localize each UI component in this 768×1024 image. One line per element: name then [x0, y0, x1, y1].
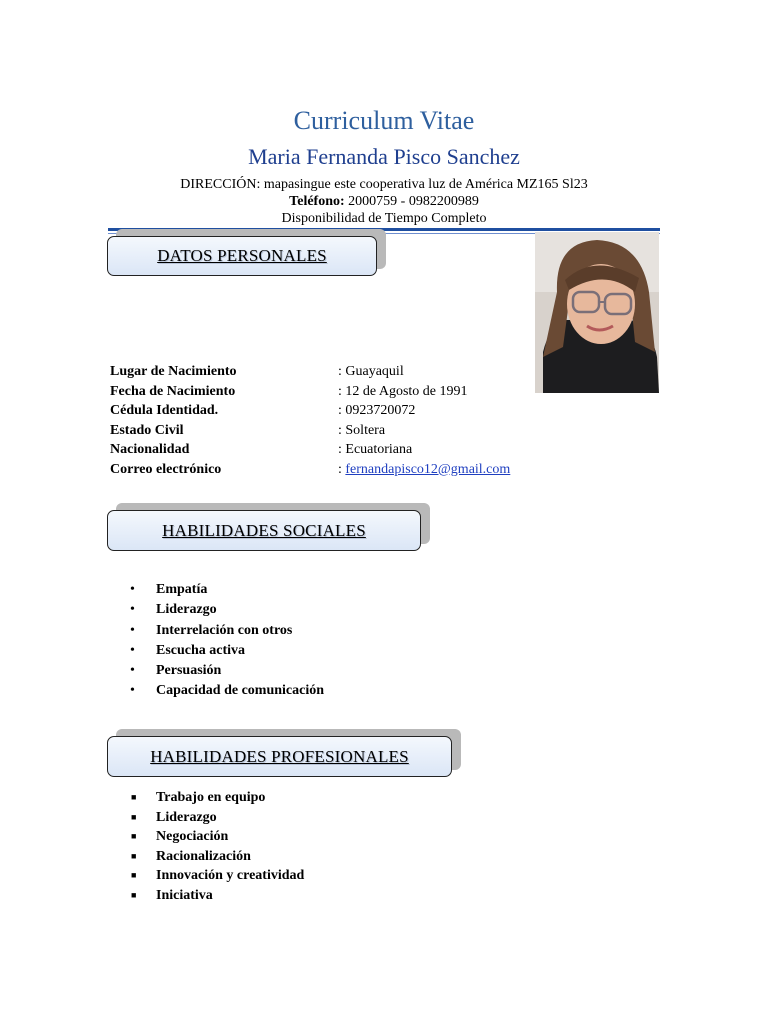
section-header-box: [107, 510, 421, 551]
data-label: Correo electrónico: [110, 461, 222, 477]
bullet-icon: •: [130, 663, 135, 679]
skill-label: Escucha activa: [156, 642, 246, 658]
square-bullet-icon: ■: [131, 811, 137, 822]
data-label: Nacionalidad: [110, 442, 190, 457]
bullet-icon: •: [130, 582, 135, 597]
personal-data-table: [110, 362, 630, 479]
section-title: DATOS PERSONALES: [157, 246, 327, 265]
availability-line: Disponibilidad de Tiempo Completo: [281, 211, 487, 226]
list-item: [130, 886, 304, 906]
data-row-birthplace: [110, 362, 630, 382]
social-skills-list: [130, 580, 324, 702]
address-line: DIRECCIÓN: mapasingue este cooperativa luz de América MZ165 Sl23: [180, 177, 588, 192]
square-bullet-icon: ■: [131, 889, 137, 900]
list-item: [130, 580, 324, 600]
list-item: [130, 681, 324, 701]
data-row-nationality: [110, 440, 630, 460]
candidate-name: Maria Fernanda Pisco Sanchez: [248, 144, 520, 169]
data-label: Estado Civil: [110, 422, 184, 438]
skill-label: Interrelación con otros: [156, 622, 293, 638]
skill-label: Capacidad de comunicación: [156, 683, 325, 699]
professional-skills-list: [130, 788, 304, 905]
data-value: [338, 460, 510, 480]
square-bullet-icon: ■: [131, 850, 137, 861]
skill-label: Persuasión: [156, 663, 222, 679]
square-bullet-icon: ■: [131, 792, 137, 802]
list-item: [130, 808, 304, 828]
data-value: : Guayaquil: [338, 364, 404, 379]
bullet-icon: •: [130, 642, 135, 658]
email-prefix: :: [338, 461, 346, 477]
bullet-icon: •: [130, 602, 135, 618]
skill-label: Negociación: [156, 829, 229, 844]
skill-label: Iniciativa: [156, 887, 213, 903]
data-label: Lugar de Nacimiento: [110, 364, 237, 379]
list-item: [130, 788, 304, 808]
data-value: : Ecuatoriana: [338, 442, 413, 457]
data-row-birthdate: [110, 382, 630, 402]
section-title: HABILIDADES SOCIALES: [162, 520, 366, 540]
list-item: [130, 866, 304, 886]
skill-label: Racionalización: [156, 848, 251, 864]
list-item: [130, 600, 324, 620]
data-row-id: [110, 401, 630, 421]
phone-label: Teléfono:: [289, 194, 345, 209]
data-label: Cédula Identidad.: [110, 403, 219, 418]
skill-label: Empatía: [156, 582, 208, 597]
phone-line: [0, 193, 768, 210]
skill-label: Trabajo en equipo: [156, 790, 266, 805]
section-title: HABILIDADES PROFESIONALES: [150, 746, 409, 766]
list-item: [130, 661, 324, 681]
list-item: [130, 621, 324, 641]
email-link[interactable]: fernandapisco12@gmail.com: [345, 461, 511, 477]
data-value: : 0923720072: [338, 403, 416, 418]
data-row-civil-status: [110, 421, 630, 441]
list-item: [130, 641, 324, 661]
data-value: : 12 de Agosto de 1991: [338, 383, 468, 399]
list-item: [130, 827, 304, 847]
list-item: [130, 847, 304, 867]
data-value: : Soltera: [338, 422, 386, 438]
skill-label: Liderazgo: [156, 809, 217, 825]
skill-label: Liderazgo: [156, 602, 217, 618]
section-header-box: [107, 236, 377, 276]
data-row-email: [110, 460, 630, 480]
bullet-icon: •: [130, 683, 135, 699]
skill-label: Innovación y creatividad: [156, 868, 305, 883]
phone-value: 2000759 - 0982200989: [344, 194, 479, 209]
bullet-icon: •: [130, 622, 135, 638]
section-header-box: [107, 736, 452, 777]
square-bullet-icon: ■: [131, 870, 137, 880]
square-bullet-icon: ■: [131, 831, 137, 841]
document-title: Curriculum Vitae: [293, 106, 475, 135]
data-label: Fecha de Nacimiento: [110, 383, 236, 399]
